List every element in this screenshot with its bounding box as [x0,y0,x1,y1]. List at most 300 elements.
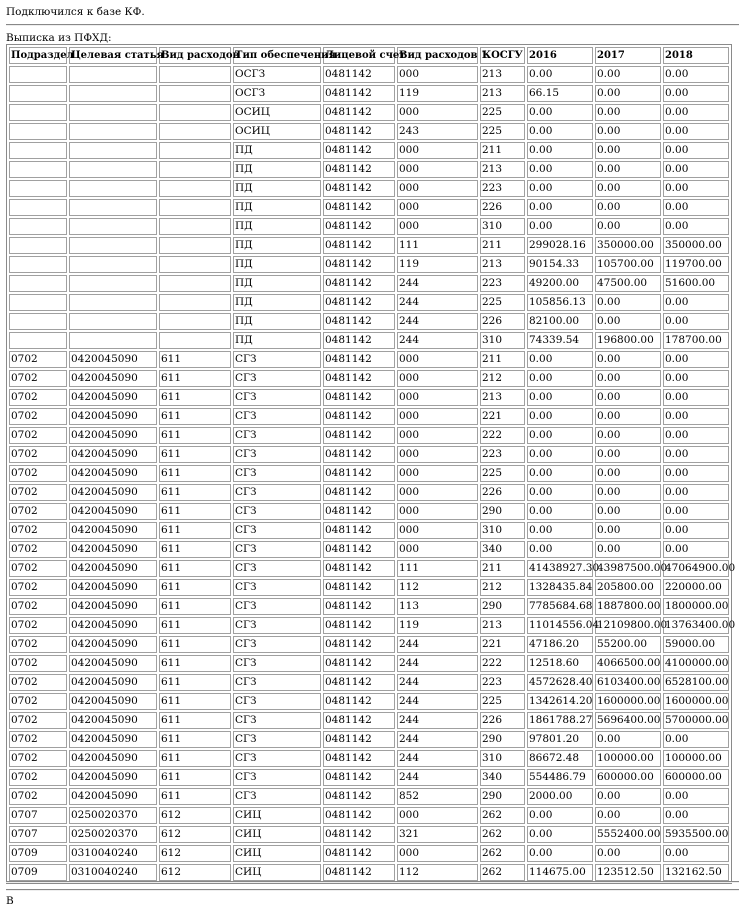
table-cell: 0.00 [527,465,593,482]
table-cell [9,123,67,140]
table-cell: 0702 [9,446,67,463]
table-row [9,104,729,121]
table-cell: 82100.00 [527,313,593,330]
table-cell: 0702 [9,750,67,767]
table-cell: 0.00 [595,85,661,102]
table-cell: 611 [159,750,231,767]
table-cell: 0481142 [323,332,395,349]
table-cell: 321 [397,826,478,843]
table-cell [9,161,67,178]
table-cell: 0702 [9,503,67,520]
table-cell: 0.00 [595,161,661,178]
table-cell: 000 [397,180,478,197]
table-cell: 111 [397,560,478,577]
table-cell [69,104,157,121]
table-cell: 0420045090 [69,655,157,672]
table-cell: 222 [480,427,525,444]
table-cell [9,66,67,83]
table-cell: 0420045090 [69,503,157,520]
table-cell: 299028.16 [527,237,593,254]
table-cell: 0481142 [323,104,395,121]
table-cell: 244 [397,313,478,330]
table-cell: 0.00 [663,123,729,140]
table-cell: 0310040240 [69,845,157,862]
table-cell: 0481142 [323,693,395,710]
extract-caption: Выписка из ПФХД: [6,32,112,44]
table-cell: 0481142 [323,161,395,178]
table-cell: СГЗ [233,408,321,425]
table-cell: 0707 [9,826,67,843]
table-cell: 244 [397,332,478,349]
table-cell [9,237,67,254]
table-cell: 1887800.00 [595,598,661,615]
table-row [9,560,729,577]
table-cell: 100000.00 [595,750,661,767]
table-cell: 000 [397,370,478,387]
table-cell: 0702 [9,693,67,710]
table-cell: 0481142 [323,218,395,235]
table-cell: ПД [233,161,321,178]
table-cell: 0.00 [527,389,593,406]
table-cell: 0.00 [663,807,729,824]
table-cell: 000 [397,541,478,558]
table-cell: 0481142 [323,389,395,406]
table-cell: СГЗ [233,750,321,767]
table-cell: СГЗ [233,693,321,710]
table-cell: 262 [480,807,525,824]
table-row [9,636,729,653]
table-cell [159,123,231,140]
table-cell [9,104,67,121]
table-cell: 5696400.00 [595,712,661,729]
table-cell: 611 [159,484,231,501]
table-cell [159,142,231,159]
table-cell: 0.00 [595,788,661,805]
table-cell [159,104,231,121]
table-cell: 211 [480,237,525,254]
table-cell: 225 [480,465,525,482]
table-cell: 244 [397,712,478,729]
table-row [9,199,729,216]
table-cell: 244 [397,294,478,311]
horizontal-rule [6,889,739,891]
table-cell: 123512.50 [595,864,661,881]
table-cell: 0420045090 [69,484,157,501]
table-cell: 0.00 [663,180,729,197]
table-cell: 0.00 [595,541,661,558]
table-cell: 0.00 [663,85,729,102]
table-cell [69,237,157,254]
table-cell: 0.00 [663,370,729,387]
table-cell: 223 [480,674,525,691]
table-cell: 0.00 [527,845,593,862]
table-cell: 0.00 [595,731,661,748]
table-cell: СГЗ [233,598,321,615]
table-cell: 0.00 [595,123,661,140]
table-row [9,655,729,672]
table-cell: 13763400.00 [663,617,729,634]
table-cell: 51600.00 [663,275,729,292]
table-cell [9,199,67,216]
table-cell: 221 [480,408,525,425]
table-cell: 611 [159,427,231,444]
table-cell: 47064900.00 [663,560,729,577]
table-cell: СГЗ [233,522,321,539]
table-cell: 0.00 [595,408,661,425]
table-row [9,731,729,748]
table-cell [9,256,67,273]
table-row [9,408,729,425]
table-cell: ПД [233,180,321,197]
table-cell: 0.00 [663,788,729,805]
table-cell: 600000.00 [663,769,729,786]
table-cell: 0.00 [663,408,729,425]
table-cell: 0420045090 [69,712,157,729]
table-cell: СИЦ [233,864,321,881]
table-cell: 0702 [9,389,67,406]
table-row [9,123,729,140]
table-cell: 0481142 [323,237,395,254]
table-cell: 0.00 [595,807,661,824]
table-cell: ПД [233,256,321,273]
table-cell: 0.00 [663,427,729,444]
table-cell [69,218,157,235]
table-cell: 0481142 [323,313,395,330]
pfhd-extract-table [6,44,736,884]
table-cell: 0420045090 [69,598,157,615]
table-cell: 0420045090 [69,636,157,653]
table-cell [9,275,67,292]
table-cell: 852 [397,788,478,805]
table-cell: СГЗ [233,465,321,482]
table-row [9,427,729,444]
table-cell: 213 [480,617,525,634]
table-cell: 119 [397,617,478,634]
connection-status-text: Подключился к базе КФ. [6,6,145,18]
table-row [9,161,729,178]
table-cell [159,294,231,311]
column-header: 2016 [527,47,593,64]
table-cell: 0420045090 [69,750,157,767]
table-cell: 111 [397,237,478,254]
table-cell: 000 [397,446,478,463]
table-cell: 205800.00 [595,579,661,596]
table-cell: 262 [480,845,525,862]
table-cell: 0420045090 [69,788,157,805]
table-cell: 0.00 [663,446,729,463]
table-cell: 0.00 [663,522,729,539]
table-cell: ОСГЗ [233,85,321,102]
table-cell [9,294,67,311]
table-cell [69,199,157,216]
table-cell: 0481142 [323,123,395,140]
table-cell: 0.00 [663,294,729,311]
table-cell: 310 [480,522,525,539]
table-cell: 0.00 [527,826,593,843]
table-cell: 0702 [9,465,67,482]
table-cell: 0481142 [323,142,395,159]
table-cell: 0.00 [527,484,593,501]
table-cell: СГЗ [233,769,321,786]
table-cell: 612 [159,864,231,881]
table-cell [159,180,231,197]
table-cell: 0.00 [527,351,593,368]
table-cell: 0.00 [527,446,593,463]
column-header: Вид расходов 1 [397,47,478,64]
table-cell: 000 [397,199,478,216]
table-cell: 0481142 [323,446,395,463]
table-cell: 0702 [9,579,67,596]
column-header: Вид расходов [159,47,231,64]
table-cell: 611 [159,465,231,482]
table-cell: 0481142 [323,275,395,292]
table-cell: 0481142 [323,636,395,653]
table-cell: 212 [480,579,525,596]
table-row [9,180,729,197]
table-row [9,313,729,330]
table-cell: 43987500.00 [595,560,661,577]
table-cell: 86672.48 [527,750,593,767]
table-row [9,579,729,596]
table-cell: 0702 [9,351,67,368]
table-row [9,218,729,235]
table-cell: СГЗ [233,731,321,748]
table-cell: 0481142 [323,85,395,102]
table-cell: 7785684.68 [527,598,593,615]
table-cell: 0481142 [323,199,395,216]
table-cell: 000 [397,351,478,368]
table-cell: 0702 [9,541,67,558]
column-header: КОСГУ [480,47,525,64]
table-cell: 000 [397,465,478,482]
table-cell: 222 [480,655,525,672]
table-cell [159,85,231,102]
table-cell [9,313,67,330]
table-cell [9,218,67,235]
table-cell: ПД [233,142,321,159]
table-cell: 611 [159,693,231,710]
table-cell: 0481142 [323,66,395,83]
table-cell: 0702 [9,598,67,615]
table-cell: 0420045090 [69,560,157,577]
table-cell: 0481142 [323,598,395,615]
table-cell: 6528100.00 [663,674,729,691]
table-row [9,85,729,102]
table-cell: 611 [159,788,231,805]
table-cell: 0707 [9,807,67,824]
table-cell: 0702 [9,370,67,387]
table-cell: 290 [480,503,525,520]
table-cell: 112 [397,864,478,881]
table-cell: 114675.00 [527,864,593,881]
table-cell: 000 [397,522,478,539]
table-cell: 66.15 [527,85,593,102]
table-row [9,522,729,539]
table-cell: 600000.00 [595,769,661,786]
table-row [9,351,729,368]
table-cell: 12518.60 [527,655,593,672]
table-cell: 221 [480,636,525,653]
table-cell: 0709 [9,845,67,862]
table-cell: 223 [480,275,525,292]
table-cell: 226 [480,199,525,216]
table-cell: 612 [159,826,231,843]
table-cell: 0420045090 [69,769,157,786]
table-cell: 0.00 [527,541,593,558]
table-cell: 611 [159,579,231,596]
table-row [9,332,729,349]
table-row [9,769,729,786]
table-cell: 112 [397,579,478,596]
table-cell [69,66,157,83]
table-row [9,484,729,501]
table-cell [69,313,157,330]
table-cell: 0481142 [323,560,395,577]
table-cell: 611 [159,408,231,425]
table-cell [69,256,157,273]
table-cell: 4100000.00 [663,655,729,672]
table-row [9,750,729,767]
table-cell: 0420045090 [69,408,157,425]
table-cell: 226 [480,313,525,330]
table-cell: 0481142 [323,712,395,729]
horizontal-rule [6,881,739,883]
table-cell: 0.00 [527,218,593,235]
table-cell: 244 [397,674,478,691]
table-cell: 244 [397,693,478,710]
table-cell: 243 [397,123,478,140]
table-cell: 0.00 [663,313,729,330]
table-cell: СГЗ [233,560,321,577]
table-cell: 350000.00 [595,237,661,254]
table-cell: 0481142 [323,180,395,197]
table-cell [159,199,231,216]
table-cell: 225 [480,294,525,311]
table-cell: 100000.00 [663,750,729,767]
table-cell: 41438927.30 [527,560,593,577]
table-cell: 1600000.00 [663,693,729,710]
table-cell: 262 [480,826,525,843]
table-cell: 244 [397,275,478,292]
table-cell: 1800000.00 [663,598,729,615]
table-row [9,237,729,254]
table-cell: СГЗ [233,788,321,805]
table-cell: 554486.79 [527,769,593,786]
table-cell [69,180,157,197]
table-cell: СГЗ [233,503,321,520]
table-cell: ПД [233,294,321,311]
table-row [9,845,729,862]
table-cell: 0481142 [323,503,395,520]
table-cell: 1600000.00 [595,693,661,710]
table-row [9,256,729,273]
table-cell: 611 [159,370,231,387]
table-cell: 0702 [9,636,67,653]
table-cell: 611 [159,655,231,672]
footer-text: В [6,895,14,907]
table-cell [69,161,157,178]
table-cell: ПД [233,313,321,330]
table-cell: 0481142 [323,655,395,672]
table-cell [69,85,157,102]
table-cell: 0481142 [323,788,395,805]
table-cell [9,142,67,159]
table-cell: 196800.00 [595,332,661,349]
table-cell: ОСИЦ [233,123,321,140]
table-cell: 0702 [9,712,67,729]
table-row [9,66,729,83]
table-cell: 0.00 [527,408,593,425]
table-cell: 0.00 [595,427,661,444]
table-row [9,693,729,710]
table-cell: СГЗ [233,427,321,444]
table-cell: СГЗ [233,636,321,653]
table-cell: 55200.00 [595,636,661,653]
table-cell: 0.00 [663,199,729,216]
table-row [9,712,729,729]
table-cell: 0481142 [323,370,395,387]
table-cell: 0481142 [323,408,395,425]
table-cell: 0.00 [595,484,661,501]
table-cell: 212 [480,370,525,387]
table-cell: 0.00 [595,465,661,482]
table-cell: 0420045090 [69,370,157,387]
table-cell [69,142,157,159]
table-cell: 119700.00 [663,256,729,273]
table-cell: 0702 [9,560,67,577]
table-cell: 262 [480,864,525,881]
table-cell: 0420045090 [69,579,157,596]
table-cell: СГЗ [233,655,321,672]
table-cell: 290 [480,598,525,615]
table-cell: 0.00 [527,180,593,197]
table-cell: 0.00 [527,522,593,539]
table-cell: 0420045090 [69,465,157,482]
table-cell: 0481142 [323,541,395,558]
table-cell: 113 [397,598,478,615]
table-cell: 000 [397,66,478,83]
table-cell: 226 [480,712,525,729]
table-cell: 611 [159,617,231,634]
table-cell: 000 [397,218,478,235]
table-cell: СГЗ [233,617,321,634]
table-cell: 4066500.00 [595,655,661,672]
table-cell: 0702 [9,427,67,444]
table-cell: 611 [159,503,231,520]
table-cell: 611 [159,541,231,558]
table-cell [159,66,231,83]
table-cell: 0.00 [595,522,661,539]
table-cell: 47186.20 [527,636,593,653]
table-cell [159,237,231,254]
table-cell: 0.00 [595,313,661,330]
table-cell: 74339.54 [527,332,593,349]
table-cell: 310 [480,750,525,767]
table-row [9,275,729,292]
table-cell: 611 [159,674,231,691]
table-row [9,788,729,805]
column-header: Тип обеспечения [233,47,321,64]
table-cell: 0310040240 [69,864,157,881]
table-cell: 244 [397,636,478,653]
table-row [9,826,729,843]
column-header: Лицевой счет [323,47,395,64]
table-cell: 213 [480,389,525,406]
table-cell: 223 [480,180,525,197]
table-cell: 611 [159,522,231,539]
table-cell: 5552400.00 [595,826,661,843]
table-cell: 0481142 [323,427,395,444]
